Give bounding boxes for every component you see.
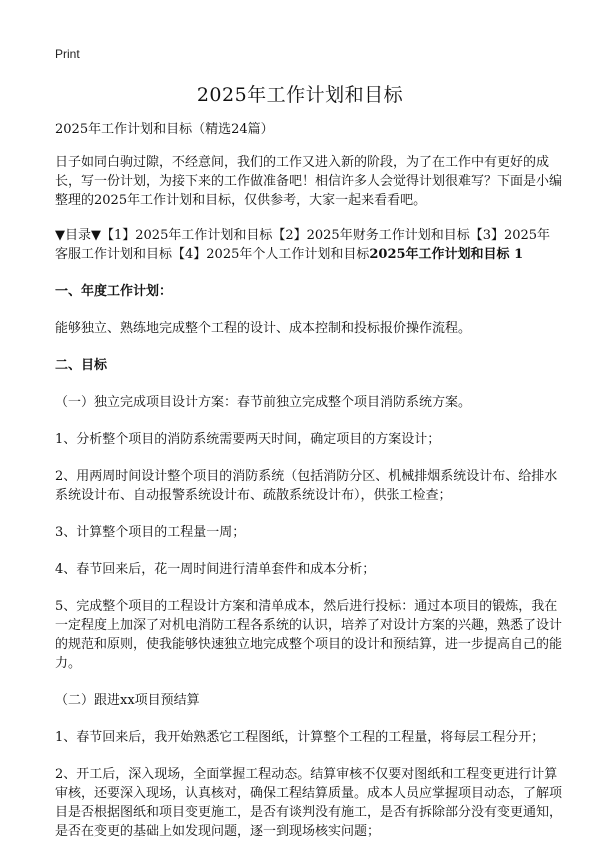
list-item: 4、春节回来后，花一周时间进行清单套件和成本分析； <box>55 562 376 577</box>
table-of-contents <box>55 226 562 264</box>
section-heading-goals: 二、目标 <box>55 358 108 373</box>
list-item: 1、春节回来后，我开始熟悉它工程图纸，计算整个工程的工程量，将每层工程分开； <box>55 730 545 745</box>
list-item: 2、用两周时间设计整个项目的消防系统（包括消防分区、机械排烟系统设计布、给排水系统设计布、自动报警系统设计布、疏散系统设计布），供张工检查； <box>55 469 558 503</box>
toc-current-heading: 2025年工作计划和目标 1 <box>369 247 524 262</box>
section-plan-text: 能够独立、熟练地完成整个工程的设计、成本控制和投标报价操作流程。 <box>55 321 472 336</box>
subsection-heading-design: （一）独立完成项目设计方案：春节前独立完成整个项目消防系统方案。 <box>55 395 472 410</box>
document-subtitle: 2025年工作计划和目标（精选24篇） <box>55 122 274 137</box>
section-heading-plan: 一、年度工作计划： <box>55 284 173 299</box>
intro-paragraph: 日子如同白驹过隙，不经意间，我们的工作又进入新的阶段，为了在工作中有更好的成长，写一份计划，为接下来的工作做准备吧！相信许多人会觉得计划很难写？下面是小编整理的2025年工作计划和目标，仅供参考，大家一起来看看吧。 <box>55 155 563 208</box>
list-item: 2、开工后，深入现场，全面掌握工程动态。结算审核不仅要对图纸和工程变更进行计算审核，还要深入现场，认真核对，确保工程结算质量。成本人员应掌握项目动态，了解项目是否根据图纸和项目变更施工，是否有谈判没有施工，是否有拆除部分没有变更通知，是否在变更的基础上如发现问题，逐一到现场核实问题； <box>55 767 563 839</box>
toc-links[interactable]: ▼目录▼【1】2025年工作计划和目标【2】2025年财务工作计划和目标【3】2025年客服工作计划和目标【4】2025年个人工作计划和目标 <box>55 228 551 262</box>
subsection-heading-budget: （二）跟进xx项目预结算 <box>55 693 200 708</box>
list-item: 1、分析整个项目的消防系统需要两天时间，确定项目的方案设计； <box>55 432 441 447</box>
list-item: 3、计算整个项目的工程量一周； <box>55 525 246 540</box>
list-item: 5、完成整个项目的工程设计方案和清单成本，然后进行投标：通过本项目的锻炼，我在一定程度上加深了对机电消防工程各系统的认识，培养了对设计方案的兴趣，熟悉了设计的规范和原则，使我能够快速独立地完成整个项目的设计和预结算，进一步提高自己的能力。 <box>55 599 563 671</box>
document-body <box>55 120 562 841</box>
print-link[interactable]: Print <box>55 47 80 61</box>
page-title: 2025年工作计划和目标 <box>196 84 404 106</box>
